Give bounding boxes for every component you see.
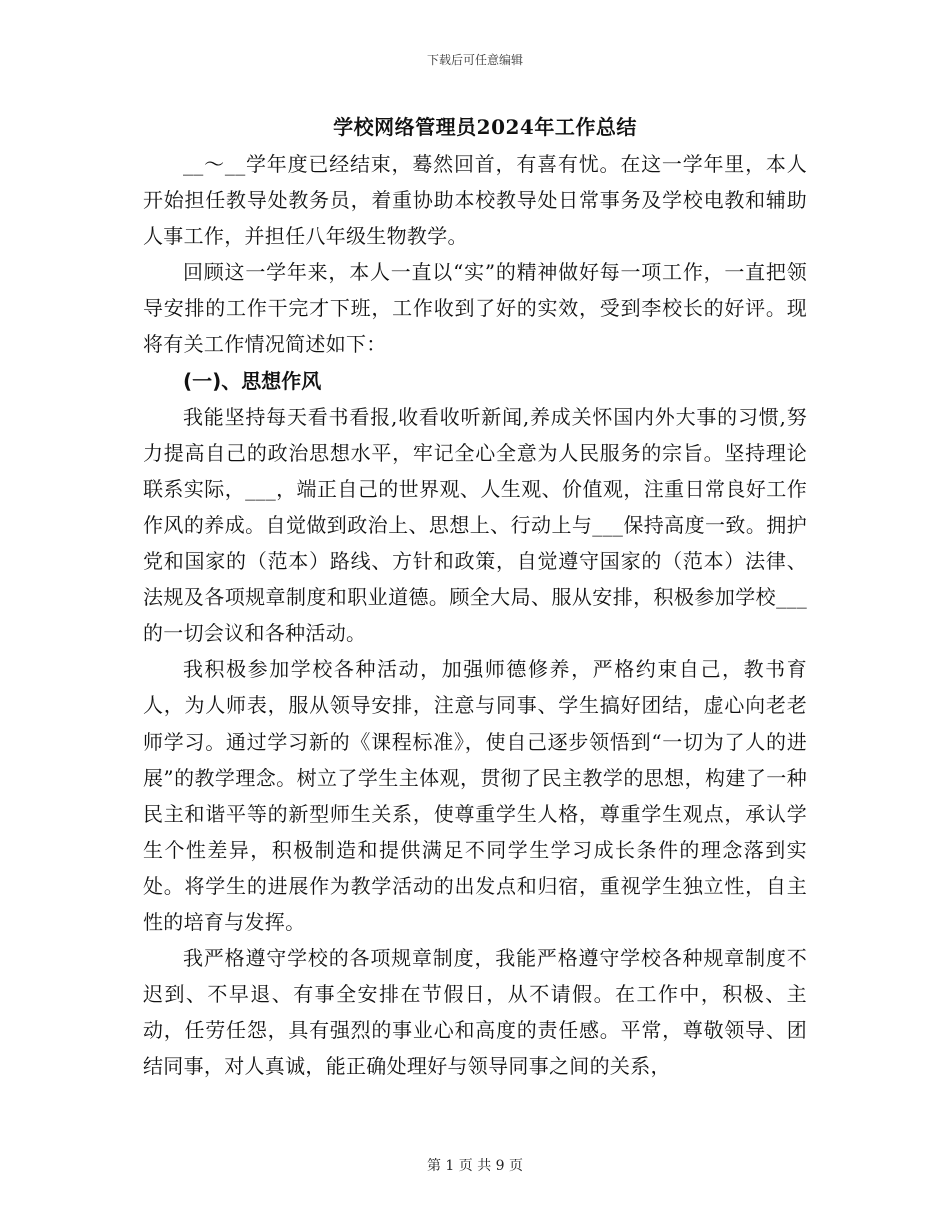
paragraph-review: 回顾这一学年来，本人一直以“实”的精神做好每一项工作，一直把领导安排的工作干完才下班，工作收到了好的实效，受到李校长的好评。现将有关工作情况简述如下： xyxy=(143,260,807,357)
document-title: 学校网络管理员2024年工作总结 xyxy=(333,115,637,139)
paragraph-rules: 我严格遵守学校的各项规章制度，我能严格遵守学校各种规章制度不迟到、不早退、有事全安排在节假日，从不请假。在工作中，积极、主动，任劳任怨，具有强烈的事业心和高度的责任感。平常，尊敬领导、团结同事，对人真诚，能正确处理好与领导同事之间的关系， xyxy=(143,946,807,1079)
paragraph-ideology: 我能坚持每天看书看报,收看收听新闻,养成关怀国内外大事的习惯,努力提高自己的政治思想水平，牢记全心全意为人民服务的宗旨。坚持理论联系实际，___，端正自己的世界观、人生观、价值观，注重日常良好工作作风的养成。自觉做到政治上、思想上、行动上与___保持高度一致。拥护党和国家的（范本）路线、方针和政策，自觉遵守国家的（范本）法律、法规及各项规章制度和职业道德。顾全大局、服从安排，积极参加学校___的一切会议和各种活动。 xyxy=(143,404,807,646)
header-note: 下载后可任意编辑 xyxy=(426,53,523,67)
document-body xyxy=(143,146,807,1084)
page-number: 第 1 页 共 9 页 xyxy=(426,1158,524,1174)
section-heading: (一)、思想作风 xyxy=(183,368,322,393)
paragraph-activities: 我积极参加学校各种活动，加强师德修养，严格约束自己，教书育人，为人师表，服从领导安排，注意与同事、学生搞好团结，虚心向老老师学习。通过学习新的《课程标准》，使自己逐步领悟到“一切为了人的进展”的教学理念。树立了学生主体观，贯彻了民主教学的思想，构建了一种民主和谐平等的新型师生关系，使尊重学生人格，尊重学生观点，承认学生个性差异，积极制造和提供满足不同学生学习成长条件的理念落到实处。将学生的进展作为教学活动的出发点和归宿，重视学生独立性，自主性的培育与发挥。 xyxy=(143,657,807,934)
paragraph-intro: __～__学年度已经结束，蓦然回首，有喜有忧。在这一学年里，本人开始担任教导处教务员，着重协助本校教导处日常事务及学校电教和辅助人事工作，并担任八年级生物教学。 xyxy=(143,152,807,249)
